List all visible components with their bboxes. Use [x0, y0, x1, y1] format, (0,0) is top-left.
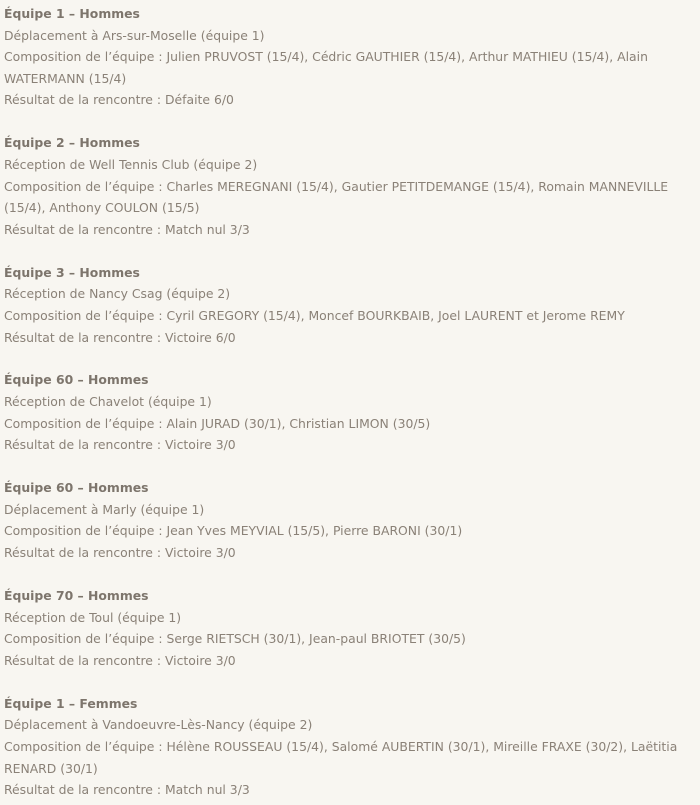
match-info: Déplacement à Ars-sur-Moselle (équipe 1) [4, 27, 265, 43]
team-block [4, 477, 694, 563]
match-result: Résultat de la rencontre : Défaite 6/0 [4, 92, 234, 108]
match-result: Résultat de la rencontre : Match nul 3/3 [4, 221, 250, 237]
team-block [4, 369, 694, 455]
team-block [4, 585, 694, 671]
match-info: Réception de Nancy Csag (équipe 2) [4, 286, 231, 302]
team-composition: Composition de l’équipe : Cyril GREGORY (15/4), Moncef BOURKBAIB, Joel LAURENT et Jerome REMY [4, 307, 625, 323]
team-composition: Composition de l’équipe : Jean Yves MEYVIAL (15/5), Pierre BARONI (30/1) [4, 523, 463, 539]
match-info: Réception de Toul (équipe 1) [4, 609, 182, 625]
team-title: Équipe 60 – Hommes [4, 372, 149, 388]
team-composition: Composition de l’équipe : Alain JURAD (30/1), Christian LIMON (30/5) [4, 415, 431, 431]
team-title: Équipe 2 – Hommes [4, 135, 140, 151]
team-title: Équipe 70 – Hommes [4, 588, 149, 604]
team-block [4, 693, 694, 801]
team-title: Équipe 3 – Hommes [4, 264, 140, 280]
team-composition: Composition de l’équipe : Julien PRUVOST (15/4), Cédric GAUTHIER (15/4), Arthur MATHIEU (15/4), Alain WATERMANN (15/4) [4, 49, 648, 86]
team-title: Équipe 1 – Hommes [4, 6, 140, 21]
match-result: Résultat de la rencontre : Victoire 3/0 [4, 545, 236, 561]
match-info: Réception de Well Tennis Club (équipe 2) [4, 156, 258, 172]
match-result: Résultat de la rencontre : Victoire 3/0 [4, 437, 236, 453]
team-block [4, 3, 694, 111]
match-result: Résultat de la rencontre : Victoire 3/0 [4, 652, 236, 668]
team-block [4, 262, 694, 348]
team-composition: Composition de l’équipe : Charles MEREGNANI (15/4), Gautier PETITDEMANGE (15/4), Romain MANNEVILLE (15/4), Anthony COULON (15/5) [4, 178, 669, 216]
team-title: Équipe 60 – Hommes [4, 480, 149, 496]
match-result: Résultat de la rencontre : Victoire 6/0 [4, 329, 236, 345]
match-info: Déplacement à Vandoeuvre-Lès-Nancy (équipe 2) [4, 717, 313, 733]
team-block [4, 132, 694, 240]
team-title: Équipe 1 – Femmes [4, 695, 138, 711]
match-info: Réception de Chavelot (équipe 1) [4, 394, 212, 410]
team-composition: Composition de l’équipe : Serge RIETSCH (30/1), Jean-paul BRIOTET (30/5) [4, 631, 466, 647]
team-composition: Composition de l’équipe : Hélène ROUSSEAU (15/4), Salomé AUBERTIN (30/1), Mireille FRAXE (30/2), Laëtitia RENARD (30/1) [4, 738, 678, 776]
match-result: Résultat de la rencontre : Match nul 3/3 [4, 782, 250, 798]
match-info: Déplacement à Marly (équipe 1) [4, 501, 205, 517]
